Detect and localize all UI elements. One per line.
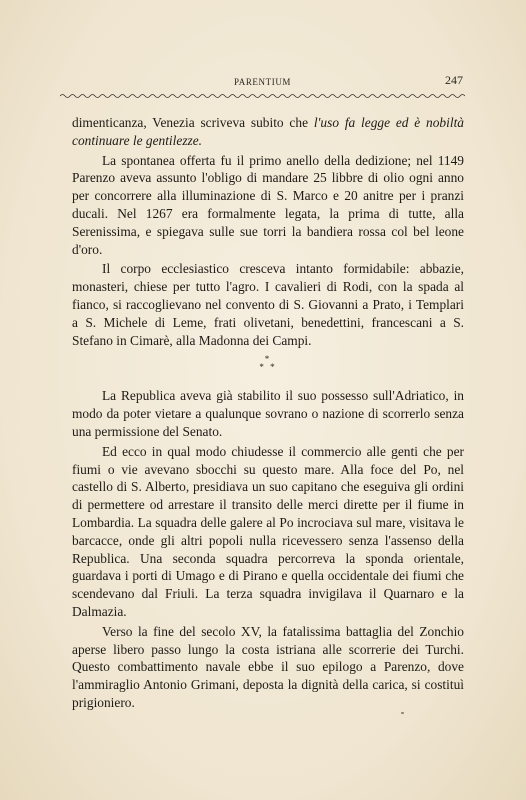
header-ornament-rule — [60, 92, 465, 100]
paragraph-5: Ed ecco in qual modo chiudesse il commercio alle genti che per fiumi o vie avevano sbocchi su questo mare. Alla foce del Po, nel castello di S. Alberto, presidiava un suo capitano che eseguiva gli ordini di permettere od arrestare il transito delle merci dirette per il fiume in Lombardia. La squadra delle galere al Po incrociava sul mare, visitava le barcacce, onde gli altri popoli nulla ricevessero senza l'assenso della Republica. Una seconda squadra percorreva la sponda orientale, guardava i porti di Umago e di Pirano e quella occidentale dei fiumi che scendevano dal Friuli. La terza squadra invigilava il Quarnaro e la Dalmazia. — [72, 443, 464, 619]
running-head: PARENTIUM — [233, 77, 292, 87]
page-number: 247 — [445, 73, 463, 87]
asterism-bottom: * * — [259, 362, 277, 373]
paragraph-1-italic-quote: l'uso fa legge ed è nobiltà continuare le gentilezze. — [72, 115, 464, 148]
body-text — [72, 114, 464, 712]
paragraph-3: Il corpo ecclesiastico cresceva intanto formidabile: abbazie, monasteri, chiese per tutto l'agro. I cavalieri di Rodi, con la spada al fianco, si raccoglievano nel convento di S. Giovanni a Prato, i Templari a S. Michele di Leme, frati olivetani, benedettini, francescani a S. Stefano in Cimarè, alla Madonna dei Campi. — [72, 261, 464, 348]
ink-speck — [401, 712, 404, 714]
asterism-top: * — [264, 354, 272, 365]
paragraph-6: Verso la fine del secolo XV, la fatalissima battaglia del Zonchio aperse libero passo lungo la costa istriana alle scorrerie dei Turchi. Questo combattimento navale ebbe il suo epilogo a Parenzo, dove l'ammiraglio Antonio Grimani, deposta la dignità della carica, si costituì prigioniero. — [72, 623, 464, 710]
paragraph-4: La Republica aveva già stabilito il suo possesso sull'Adriatico, in modo da poter vietare a qualunque sovrano o nazione di scorrerlo senza una permissione del Senato. — [72, 388, 464, 439]
paragraph-2: La spontanea offerta fu il primo anello della dedizione; nel 1149 Parenzo aveva assunto l'obligo di mandare 25 libbre di olio ogni anno per concorrere alla illuminazione di S. Marco e 20 anitre per i pranzi ducali. Nel 1267 era formalmente legata, la prima di tutte, alla Serenissima, e spiegava sulle sue torri la bandiera rossa col bel leone d'oro. — [72, 152, 464, 257]
page-header — [60, 72, 465, 92]
section-break-asterism — [72, 355, 464, 371]
paragraph-1 — [72, 114, 464, 150]
paragraph-1-text: dimenticanza, Venezia scriveva subito che — [72, 115, 314, 130]
